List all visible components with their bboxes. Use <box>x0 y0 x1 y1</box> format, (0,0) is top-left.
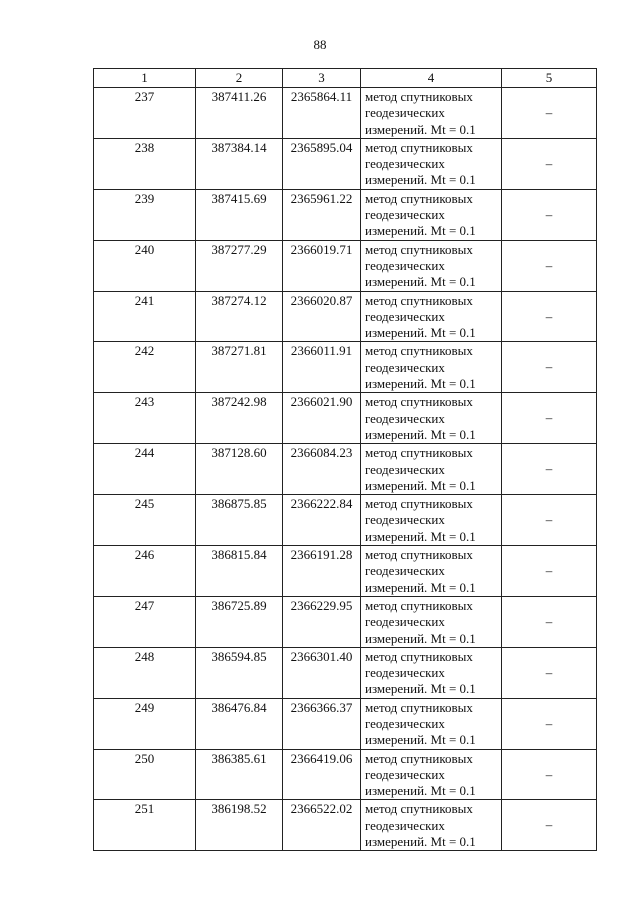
point-number-cell: 251 <box>94 800 196 851</box>
column-header-4: 4 <box>361 69 502 88</box>
table-row <box>94 495 597 546</box>
table-row <box>94 749 597 800</box>
x-coordinate-cell: 386385.61 <box>196 749 283 800</box>
note-cell: – <box>502 698 597 749</box>
note-cell: – <box>502 749 597 800</box>
column-header-5: 5 <box>502 69 597 88</box>
method-cell: метод спутниковых геодезических измерений. Mt = 0.1 <box>361 495 502 546</box>
point-number-cell: 240 <box>94 240 196 291</box>
y-coordinate-cell: 2366522.02 <box>283 800 361 851</box>
x-coordinate-cell: 387128.60 <box>196 444 283 495</box>
note-cell: – <box>502 189 597 240</box>
y-coordinate-cell: 2366021.90 <box>283 393 361 444</box>
coordinates-table <box>93 68 597 851</box>
note-cell: – <box>502 88 597 139</box>
table-row <box>94 88 597 139</box>
y-coordinate-cell: 2366301.40 <box>283 647 361 698</box>
point-number-cell: 237 <box>94 88 196 139</box>
column-header-3: 3 <box>283 69 361 88</box>
point-number-cell: 249 <box>94 698 196 749</box>
y-coordinate-cell: 2365961.22 <box>283 189 361 240</box>
point-number-cell: 250 <box>94 749 196 800</box>
page-number: 88 <box>313 37 327 52</box>
x-coordinate-cell: 386725.89 <box>196 596 283 647</box>
x-coordinate-cell: 387271.81 <box>196 342 283 393</box>
method-cell: метод спутниковых геодезических измерений. Mt = 0.1 <box>361 240 502 291</box>
table-row <box>94 800 597 851</box>
point-number-cell: 244 <box>94 444 196 495</box>
y-coordinate-cell: 2366019.71 <box>283 240 361 291</box>
method-cell: метод спутниковых геодезических измерений. Mt = 0.1 <box>361 393 502 444</box>
point-number-cell: 238 <box>94 138 196 189</box>
point-number-cell: 246 <box>94 546 196 597</box>
y-coordinate-cell: 2366229.95 <box>283 596 361 647</box>
table-row <box>94 647 597 698</box>
y-coordinate-cell: 2366084.23 <box>283 444 361 495</box>
x-coordinate-cell: 386476.84 <box>196 698 283 749</box>
table-row <box>94 596 597 647</box>
x-coordinate-cell: 387274.12 <box>196 291 283 342</box>
table-row <box>94 138 597 189</box>
method-cell: метод спутниковых геодезических измерений. Mt = 0.1 <box>361 749 502 800</box>
note-cell: – <box>502 647 597 698</box>
x-coordinate-cell: 387277.29 <box>196 240 283 291</box>
note-cell: – <box>502 291 597 342</box>
y-coordinate-cell: 2365895.04 <box>283 138 361 189</box>
note-cell: – <box>502 393 597 444</box>
column-header-2: 2 <box>196 69 283 88</box>
y-coordinate-cell: 2366366.37 <box>283 698 361 749</box>
table-body <box>94 88 597 851</box>
x-coordinate-cell: 386198.52 <box>196 800 283 851</box>
method-cell: метод спутниковых геодезических измерений. Mt = 0.1 <box>361 546 502 597</box>
method-cell: метод спутниковых геодезических измерений. Mt = 0.1 <box>361 698 502 749</box>
y-coordinate-cell: 2365864.11 <box>283 88 361 139</box>
table-row <box>94 291 597 342</box>
y-coordinate-cell: 2366222.84 <box>283 495 361 546</box>
point-number-cell: 242 <box>94 342 196 393</box>
table-row <box>94 342 597 393</box>
point-number-cell: 248 <box>94 647 196 698</box>
note-cell: – <box>502 546 597 597</box>
note-cell: – <box>502 342 597 393</box>
method-cell: метод спутниковых геодезических измерений. Mt = 0.1 <box>361 647 502 698</box>
table-header-row <box>94 69 597 88</box>
table-row <box>94 240 597 291</box>
note-cell: – <box>502 800 597 851</box>
y-coordinate-cell: 2366011.91 <box>283 342 361 393</box>
method-cell: метод спутниковых геодезических измерений. Mt = 0.1 <box>361 342 502 393</box>
table-row <box>94 393 597 444</box>
point-number-cell: 243 <box>94 393 196 444</box>
x-coordinate-cell: 386594.85 <box>196 647 283 698</box>
note-cell: – <box>502 444 597 495</box>
note-cell: – <box>502 495 597 546</box>
table-row <box>94 189 597 240</box>
method-cell: метод спутниковых геодезических измерений. Mt = 0.1 <box>361 138 502 189</box>
method-cell: метод спутниковых геодезических измерений. Mt = 0.1 <box>361 444 502 495</box>
method-cell: метод спутниковых геодезических измерений. Mt = 0.1 <box>361 291 502 342</box>
column-header-1: 1 <box>94 69 196 88</box>
x-coordinate-cell: 387415.69 <box>196 189 283 240</box>
note-cell: – <box>502 138 597 189</box>
table-row <box>94 444 597 495</box>
y-coordinate-cell: 2366419.06 <box>283 749 361 800</box>
point-number-cell: 247 <box>94 596 196 647</box>
x-coordinate-cell: 387411.26 <box>196 88 283 139</box>
table-row <box>94 698 597 749</box>
point-number-cell: 245 <box>94 495 196 546</box>
x-coordinate-cell: 386875.85 <box>196 495 283 546</box>
method-cell: метод спутниковых геодезических измерений. Mt = 0.1 <box>361 596 502 647</box>
y-coordinate-cell: 2366191.28 <box>283 546 361 597</box>
method-cell: метод спутниковых геодезических измерений. Mt = 0.1 <box>361 88 502 139</box>
x-coordinate-cell: 387384.14 <box>196 138 283 189</box>
point-number-cell: 239 <box>94 189 196 240</box>
x-coordinate-cell: 387242.98 <box>196 393 283 444</box>
note-cell: – <box>502 240 597 291</box>
y-coordinate-cell: 2366020.87 <box>283 291 361 342</box>
method-cell: метод спутниковых геодезических измерений. Mt = 0.1 <box>361 800 502 851</box>
note-cell: – <box>502 596 597 647</box>
method-cell: метод спутниковых геодезических измерений. Mt = 0.1 <box>361 189 502 240</box>
point-number-cell: 241 <box>94 291 196 342</box>
x-coordinate-cell: 386815.84 <box>196 546 283 597</box>
table-row <box>94 546 597 597</box>
